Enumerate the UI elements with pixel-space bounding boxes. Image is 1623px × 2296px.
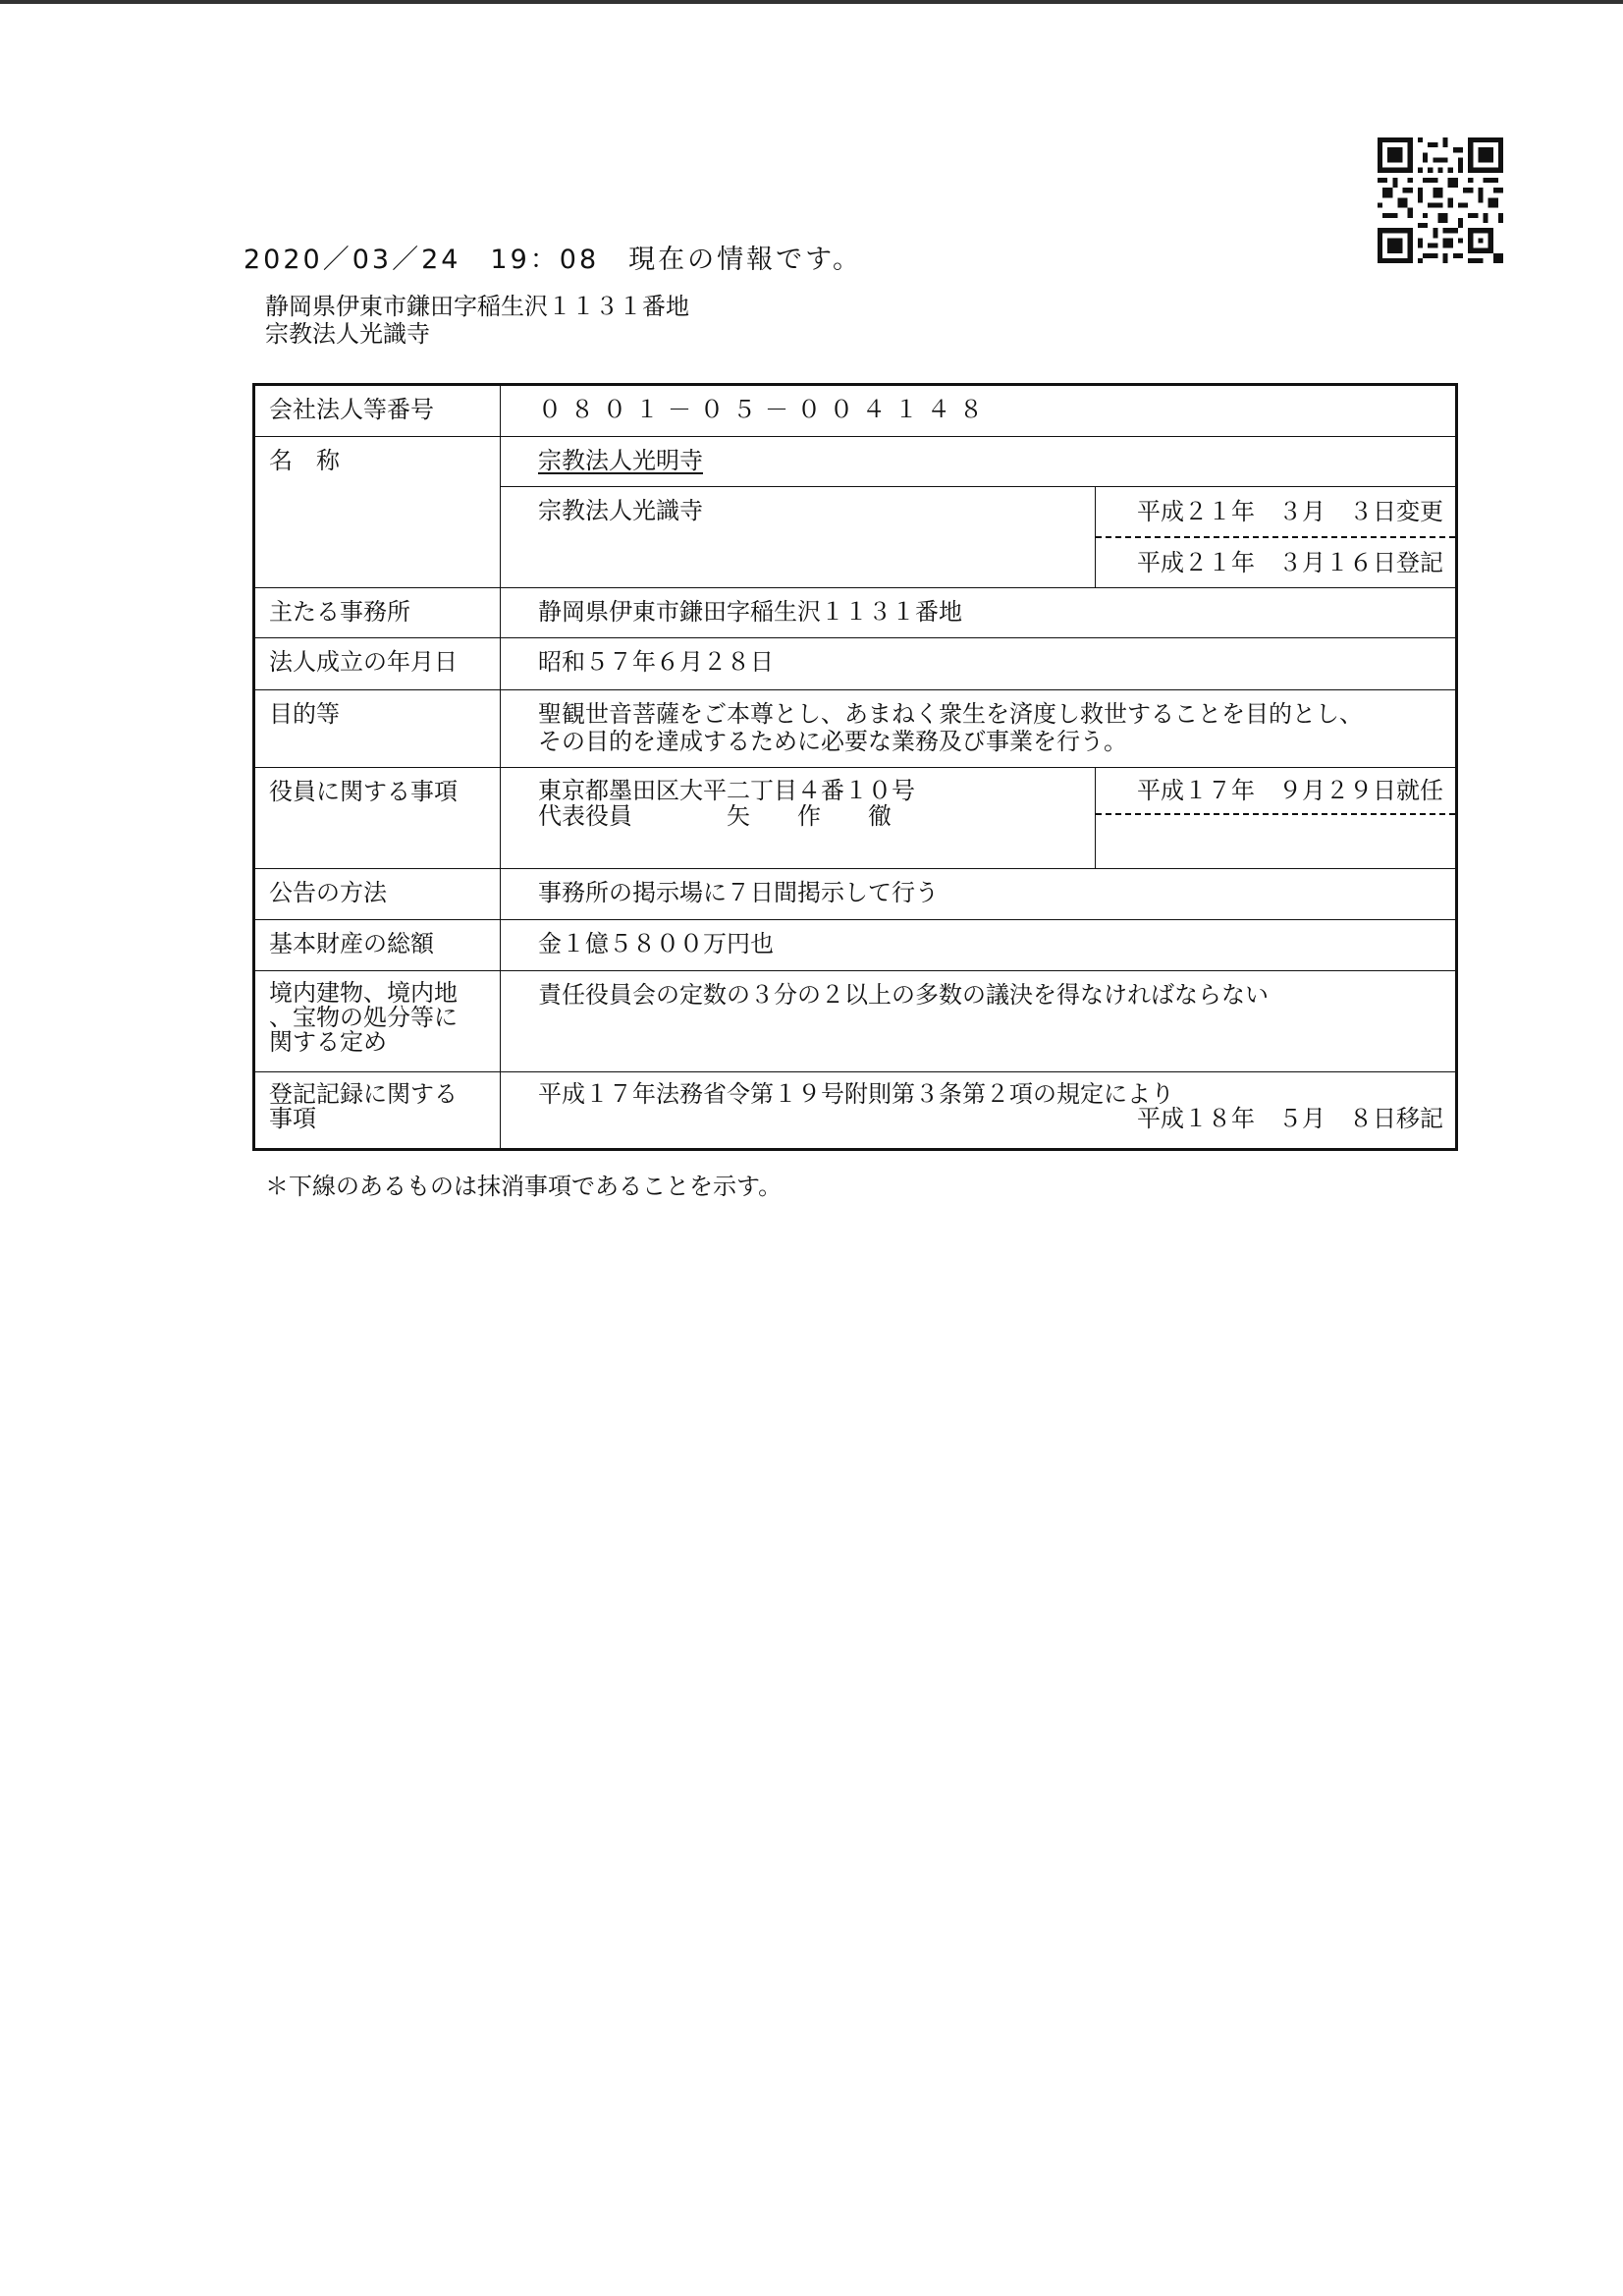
scan-edge-line bbox=[0, 0, 1623, 4]
value-disposal: 責任役員会の定数の３分の２以上の多数の議決を得なければならない bbox=[501, 971, 1457, 1072]
label-record-l2: 事項 bbox=[269, 1105, 316, 1132]
officer-date: 平成１７年 ９月２９日就任 bbox=[1096, 768, 1455, 815]
record-date: 平成１８年 ５月 ８日移記 bbox=[1137, 1105, 1443, 1132]
row-record bbox=[254, 1072, 1457, 1150]
name-registered-date: 平成２１年 ３月１６日登記 bbox=[1137, 549, 1443, 576]
registry-table bbox=[252, 383, 1458, 1151]
row-name-old bbox=[254, 437, 1457, 487]
label-notice: 公告の方法 bbox=[254, 869, 501, 920]
value-record: 平成１７年法務省令第１９号附則第３条第２項の規定により bbox=[538, 1080, 1174, 1108]
row-officers bbox=[254, 768, 1457, 869]
qr-code-icon bbox=[1378, 137, 1503, 263]
value-office: 静岡県伊東市鎌田字稲生沢１１３１番地 bbox=[501, 588, 1457, 638]
value-name-old: 宗教法人光明寺 bbox=[538, 447, 703, 474]
officer-role-name: 代表役員 矢 作 徹 bbox=[538, 802, 892, 830]
row-disposal bbox=[254, 971, 1457, 1072]
label-office: 主たる事務所 bbox=[254, 588, 501, 638]
label-name: 名 称 bbox=[254, 437, 501, 588]
label-officers: 役員に関する事項 bbox=[254, 768, 501, 869]
label-purpose: 目的等 bbox=[254, 690, 501, 768]
row-office bbox=[254, 588, 1457, 638]
header-address: 静岡県伊東市鎌田字稲生沢１１３１番地 bbox=[265, 293, 689, 320]
row-notice bbox=[254, 869, 1457, 920]
name-changed-date: 平成２１年 ３月 ３日変更 bbox=[1096, 487, 1455, 538]
label-disposal-l2: 、宝物の処分等に bbox=[269, 1004, 458, 1031]
row-purpose bbox=[254, 690, 1457, 768]
officer-address: 東京都墨田区大平二丁目４番１０号 bbox=[538, 777, 915, 804]
label-disposal-l3: 関する定め bbox=[269, 1028, 387, 1056]
row-established bbox=[254, 638, 1457, 690]
value-regno: ０８０１－０５－００４１４８ bbox=[501, 385, 1457, 437]
label-disposal-l1: 境内建物、境内地 bbox=[269, 979, 458, 1007]
row-regno bbox=[254, 385, 1457, 437]
label-established: 法人成立の年月日 bbox=[254, 638, 501, 690]
timestamp-line: 2020／03／24 19：08 現在の情報です。 bbox=[243, 245, 862, 275]
label-assets: 基本財産の総額 bbox=[254, 920, 501, 971]
value-established: 昭和５７年６月２８日 bbox=[501, 638, 1457, 690]
value-purpose-line2: その目的を達成するために必要な業務及び事業を行う。 bbox=[538, 728, 1127, 755]
header-address-block bbox=[265, 293, 689, 348]
value-assets: 金１億５８００万円也 bbox=[501, 920, 1457, 971]
value-name-new: 宗教法人光識寺 bbox=[538, 497, 703, 524]
value-notice: 事務所の掲示場に７日間掲示して行う bbox=[501, 869, 1457, 920]
header-entity-name: 宗教法人光識寺 bbox=[265, 320, 430, 348]
label-record-l1: 登記記録に関する bbox=[269, 1080, 458, 1108]
label-regno: 会社法人等番号 bbox=[254, 385, 501, 437]
value-purpose-line1: 聖観世音菩薩をご本尊とし、あまねく衆生を済度し救世することを目的とし、 bbox=[538, 700, 1363, 728]
row-assets bbox=[254, 920, 1457, 971]
footnote: ＊下線のあるものは抹消事項であることを示す。 bbox=[265, 1173, 783, 1200]
